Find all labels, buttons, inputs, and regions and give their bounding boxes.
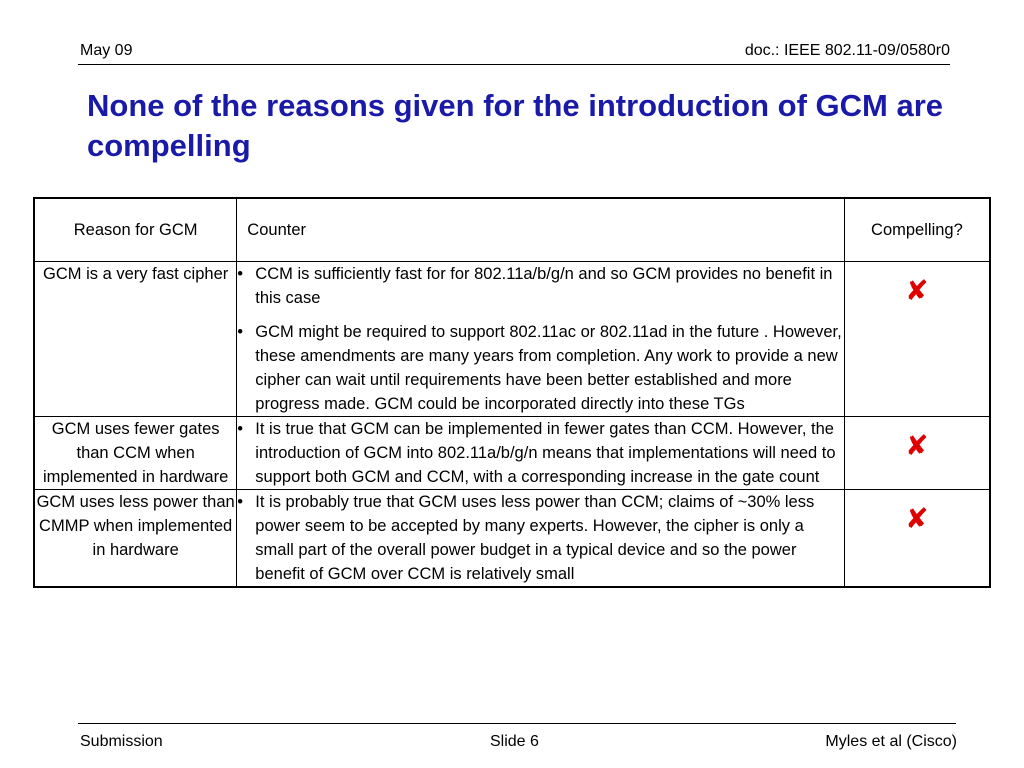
- bullet-text: GCM might be required to support 802.11ac or 802.11ad in the future . However, these amendments are many years from completion. Any work to provide a new cipher can wait until requirements have been better established and more progress made. GCM could be incorporated directly into these TGs: [255, 323, 842, 413]
- reason-cell: GCM uses less power than CMMP when implemented in hardware: [34, 490, 237, 588]
- bullet-dot: •: [237, 265, 244, 283]
- slide-title: None of the reasons given for the introduction of GCM are compelling: [87, 88, 943, 163]
- bullet-text: It is true that GCM can be implemented in fewer gates than CCM. However, the introduction of GCM into 802.11a/b/g/n means that implementations will need to support both GCM and CCM, with a corresponding increase in the gate count: [255, 420, 836, 486]
- header-reason: Reason for GCM: [34, 198, 237, 262]
- table-row: [34, 490, 990, 588]
- bullet-item: [237, 417, 844, 489]
- header-divider: [78, 64, 950, 65]
- compelling-cell: [844, 262, 990, 417]
- reason-cell: GCM uses fewer gates than CCM when implemented in hardware: [34, 417, 237, 490]
- reason-cell: GCM is a very fast cipher: [34, 262, 237, 417]
- red-x-mark-icon: ✘: [905, 502, 929, 535]
- header-date: May 09: [80, 42, 133, 59]
- red-x-mark-icon: ✘: [905, 429, 929, 462]
- bullet-text: It is probably true that GCM uses less power than CCM; claims of ~30% less power seem to be accepted by many experts. However, the cipher is only a small part of the overall power budget in a typical device and so the power benefit of GCM over CCM is relatively small: [255, 493, 815, 583]
- header-counter: Counter: [237, 198, 845, 262]
- counter-cell: [237, 262, 845, 417]
- footer-divider: [78, 723, 956, 724]
- table-header-row: [34, 198, 990, 262]
- bullet-dot: •: [237, 420, 244, 438]
- counter-cell: [237, 490, 845, 588]
- header-compelling: Compelling?: [844, 198, 990, 262]
- bullet-item: [237, 490, 844, 586]
- bullet-item: [237, 262, 844, 310]
- footer-authors: Myles et al (Cisco): [825, 733, 957, 750]
- compelling-cell: [844, 490, 990, 588]
- red-x-mark-icon: ✘: [905, 274, 929, 307]
- table-row: [34, 417, 990, 490]
- counter-cell: [237, 417, 845, 490]
- bullet-text: CCM is sufficiently fast for for 802.11a/b/g/n and so GCM provides no benefit in this case: [255, 265, 833, 307]
- bullet-dot: •: [237, 323, 244, 341]
- header-doc-id: doc.: IEEE 802.11-09/0580r0: [744, 42, 950, 59]
- bullet-item: [237, 320, 844, 416]
- footer-slide-number: Slide 6: [490, 733, 539, 750]
- bullet-dot: •: [237, 493, 244, 511]
- compelling-cell: [844, 417, 990, 490]
- reasons-table: [33, 197, 991, 588]
- footer-submission: Submission: [80, 733, 163, 750]
- table-row: [34, 262, 990, 417]
